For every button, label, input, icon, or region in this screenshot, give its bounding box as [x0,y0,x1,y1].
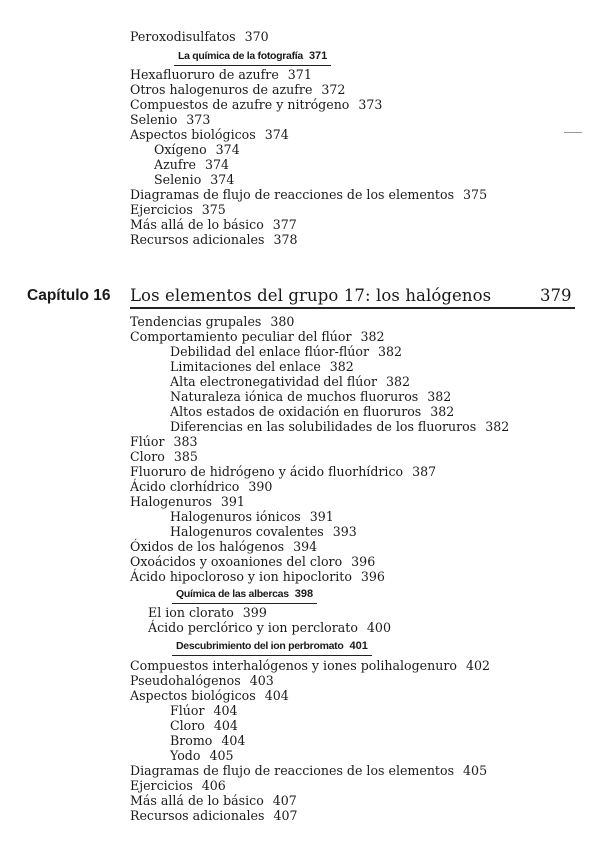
toc-entry: Comportamiento peculiar del flúor 382 [130,329,385,344]
feature-box-heading: Química de las albercas 398 [172,588,317,604]
toc-subentry: Oxígeno 374 [154,142,240,157]
toc-subentry: Halogenuros covalentes 393 [170,524,357,539]
toc-entry: Compuestos interhalógenos y iones polihalogenuro 402 [130,658,491,673]
chapter-rule [130,307,575,309]
toc-entry: Cloro 385 [130,449,198,464]
toc-entry: Aspectos biológicos 404 [130,688,289,703]
toc-entry: Tendencias grupales 380 [130,314,295,329]
toc-entry: Fluoruro de hidrógeno y ácido fluorhídrico 387 [130,464,437,479]
toc-subentry: Halogenuros iónicos 391 [170,509,334,524]
toc-entry: Óxidos de los halógenos 394 [130,539,318,554]
toc-subentry: Ácido perclórico y ion perclorato 400 [148,620,391,635]
chapter-page-number: 379 [540,286,572,305]
toc-entry: Recursos adicionales 407 [130,808,298,823]
toc-subentry: Alta electronegatividad del flúor 382 [170,374,411,389]
toc-subentry: Debilidad del enlace flúor-flúor 382 [170,344,403,359]
toc-subentry: Selenio 374 [154,172,235,187]
toc-entry: Diagramas de flujo de reacciones de los elementos 375 [130,187,488,202]
feature-box-heading: Descubrimiento del ion perbromato 401 [172,640,372,656]
chapter-label: Capítulo 16 [27,287,111,304]
toc-entry: Ácido hipocloroso y ion hipoclorito 396 [130,569,385,584]
toc-subentry: Bromo 404 [170,733,246,748]
toc-entry: Ejercicios 406 [130,778,226,793]
toc-entry: Más allá de lo básico 407 [130,793,297,808]
toc-entry: Ácido clorhídrico 390 [130,479,273,494]
feature-box-heading: La química de la fotografía 371 [174,50,331,66]
scan-mark [564,132,582,133]
toc-subentry: Flúor 404 [170,703,238,718]
toc-subentry: Altos estados de oxidación en fluoruros 382 [170,404,455,419]
chapter-title: Los elementos del grupo 17: los halógenos [130,286,492,305]
toc-subentry: Azufre 374 [154,157,230,172]
toc-entry: Recursos adicionales 378 [130,232,298,247]
toc-entry: Pseudohalógenos 403 [130,673,274,688]
toc-entry: Hexafluoruro de azufre 371 [130,67,312,82]
toc-subentry: Naturaleza iónica de muchos fluoruros 382 [170,389,452,404]
toc-subentry: Diferencias en las solubilidades de los fluoruros 382 [170,419,510,434]
toc-entry: Peroxodisulfatos 370 [130,29,269,44]
toc-entry: Compuestos de azufre y nitrógeno 373 [130,97,383,112]
toc-entry: Otros halogenuros de azufre 372 [130,82,346,97]
toc-subentry: Limitaciones del enlace 382 [170,359,354,374]
toc-entry: Selenio 373 [130,112,211,127]
toc-entry: Oxoácidos y oxoaniones del cloro 396 [130,554,376,569]
toc-entry: Más allá de lo básico 377 [130,217,297,232]
toc-subentry: Cloro 404 [170,718,238,733]
toc-subentry: Yodo 405 [170,748,234,763]
toc-entry: Halogenuros 391 [130,494,245,509]
toc-subentry: El ion clorato 399 [148,605,267,620]
toc-entry: Flúor 383 [130,434,198,449]
toc-entry: Aspectos biológicos 374 [130,127,289,142]
toc-entry: Diagramas de flujo de reacciones de los elementos 405 [130,763,488,778]
toc-entry: Ejercicios 375 [130,202,226,217]
